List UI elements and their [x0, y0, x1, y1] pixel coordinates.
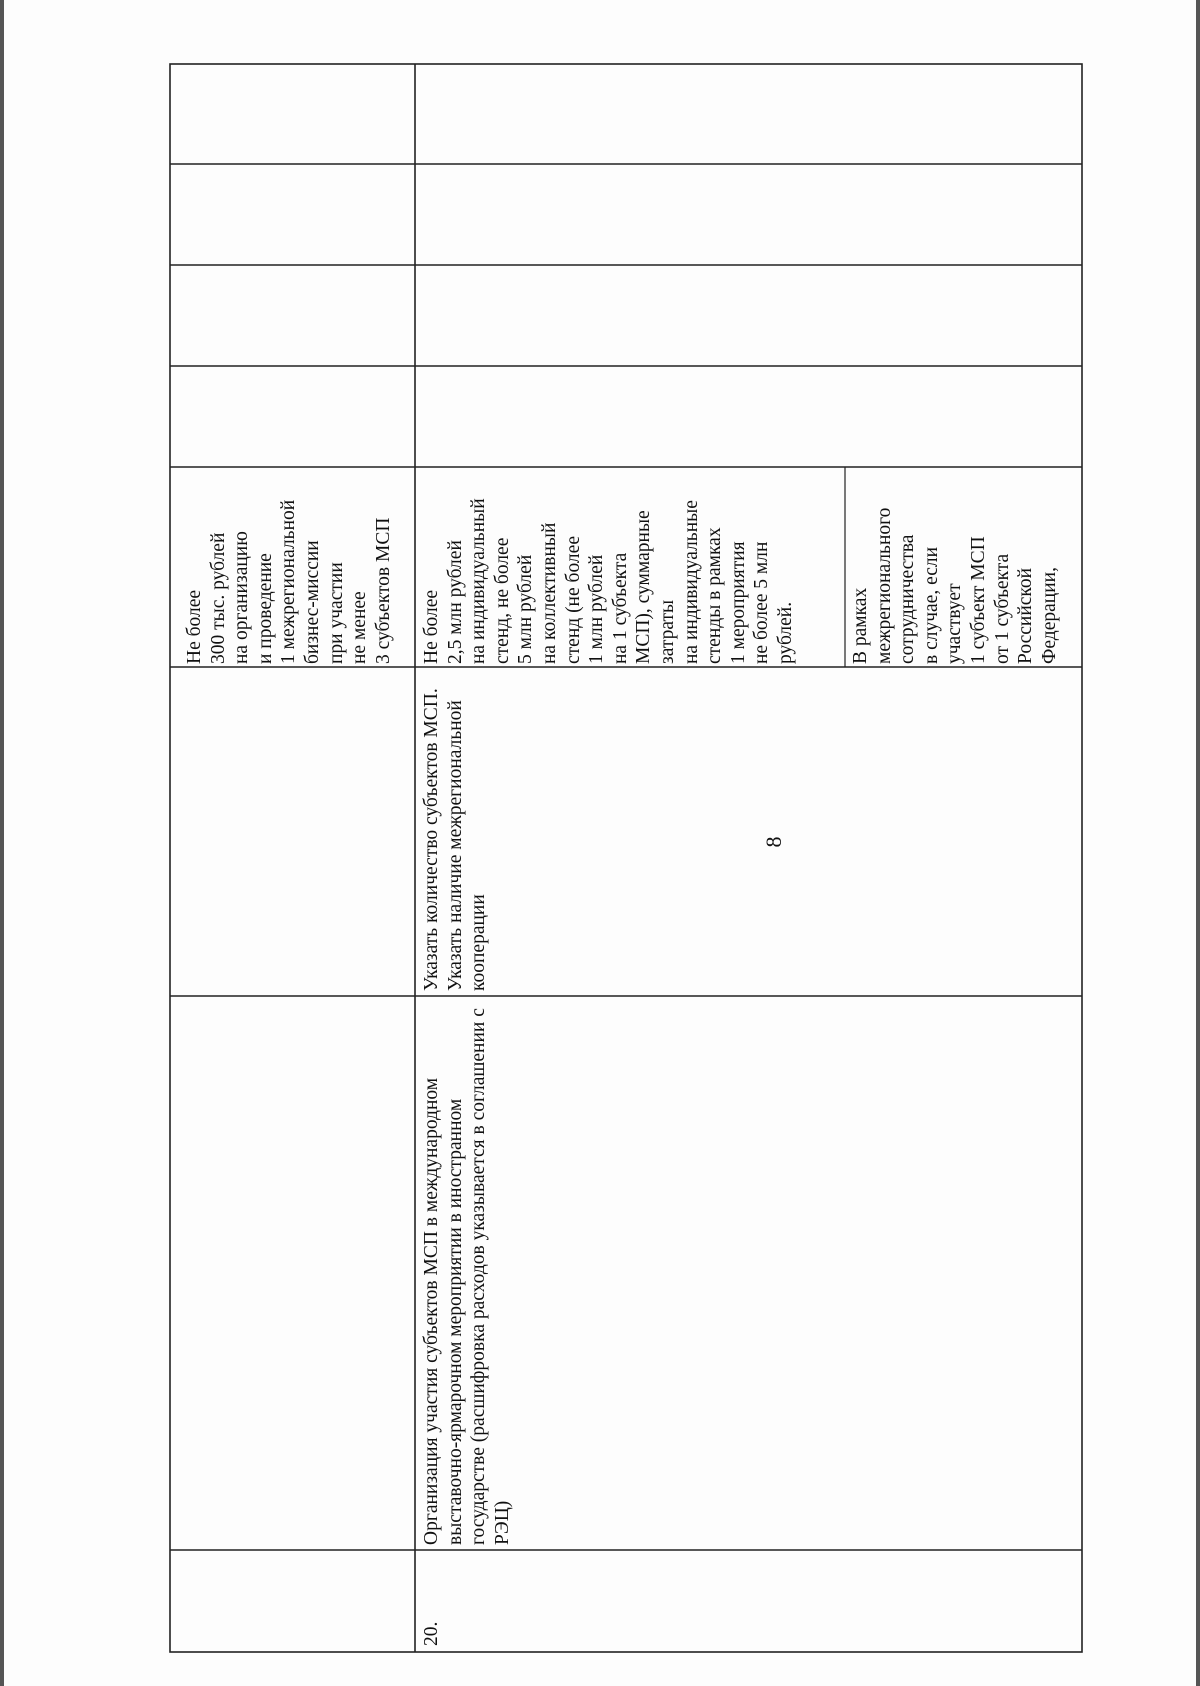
requirements-text: Указать количество субъектов МСП. Указать наличие межрегиональной кооперации: [421, 688, 490, 991]
table-border: [170, 64, 1082, 1652]
measure-name: Организация участия субъектов МСП в международном выставочно-ярмарочном мероприятии в иностранном государстве (расшифровка расходов указывается в соглашении с РЭЦ): [421, 1008, 513, 1545]
cost-cell-lower-b-line: от 1 субъекта: [991, 553, 1013, 664]
cost-cell-lower-a-line: МСП), суммарные: [633, 510, 655, 664]
cost-cell-upper-line: Не более: [184, 589, 205, 664]
cost-cell-lower-a-line: стенд, не более: [491, 537, 513, 664]
cost-cell-upper-line: при участии: [325, 562, 347, 664]
cost-cell-lower-b-line: Федерации,: [1038, 567, 1060, 664]
cost-cell-lower-a-line: стенды в рамках: [704, 527, 726, 664]
cost-cell-upper-line: 1 межрегиональной: [278, 499, 300, 664]
cost-cell-upper-line: на организацию: [231, 531, 253, 664]
cost-cell-upper-line: не менее: [349, 591, 371, 664]
page-number: 8: [761, 836, 786, 848]
cost-cell-lower-a-line: на индивидуальный: [468, 498, 490, 664]
cost-cell-upper-line: бизнес-миссии: [301, 540, 323, 664]
cost-cell-lower-a-line: Не более: [421, 589, 442, 664]
cost-cell-upper-line: 300 тыс. рублей: [207, 532, 229, 664]
cost-cell-lower-a-line: на коллективный: [538, 522, 560, 664]
cost-cell-lower-a-line: 5 млн рублей: [515, 554, 537, 664]
cost-cell-upper-line: и проведение: [254, 553, 276, 664]
cost-cell-lower-a-line: на 1 субъекта: [609, 552, 631, 664]
cost-cell-lower-b-line: сотрудничества: [897, 534, 919, 664]
cost-cell-upper-line: 3 субъектов МСП: [372, 517, 394, 664]
cost-cell-lower-a-line: стенд (не более: [562, 536, 584, 664]
row-number: 20.: [421, 1621, 442, 1646]
cost-cell-lower-a-line: на индивидуальные: [680, 500, 702, 664]
cost-cell-lower-a-line: 1 мероприятия: [727, 541, 749, 664]
cost-cell-lower-a-line: не более 5 млн: [751, 541, 773, 664]
cost-cell-lower-a-line: 1 млн рублей: [586, 554, 608, 664]
cost-cell-lower-a-line: рублей.: [774, 601, 796, 664]
cost-cell-lower-a-line: 2,5 млн рублей: [444, 540, 466, 664]
cost-cell-lower-b-line: в случае, если: [920, 546, 942, 664]
cost-cell-lower-a-line: затраты: [656, 599, 678, 664]
cost-cell-lower-b-line: В рамках: [850, 587, 871, 664]
cost-cell-lower-b-line: 1 субъект МСП: [967, 536, 989, 664]
cost-cell-lower-b-line: участвует: [944, 583, 966, 664]
cost-cell-lower-b-line: межрегионального: [873, 507, 895, 664]
cost-cell-lower-b-line: Российской: [1015, 567, 1037, 664]
